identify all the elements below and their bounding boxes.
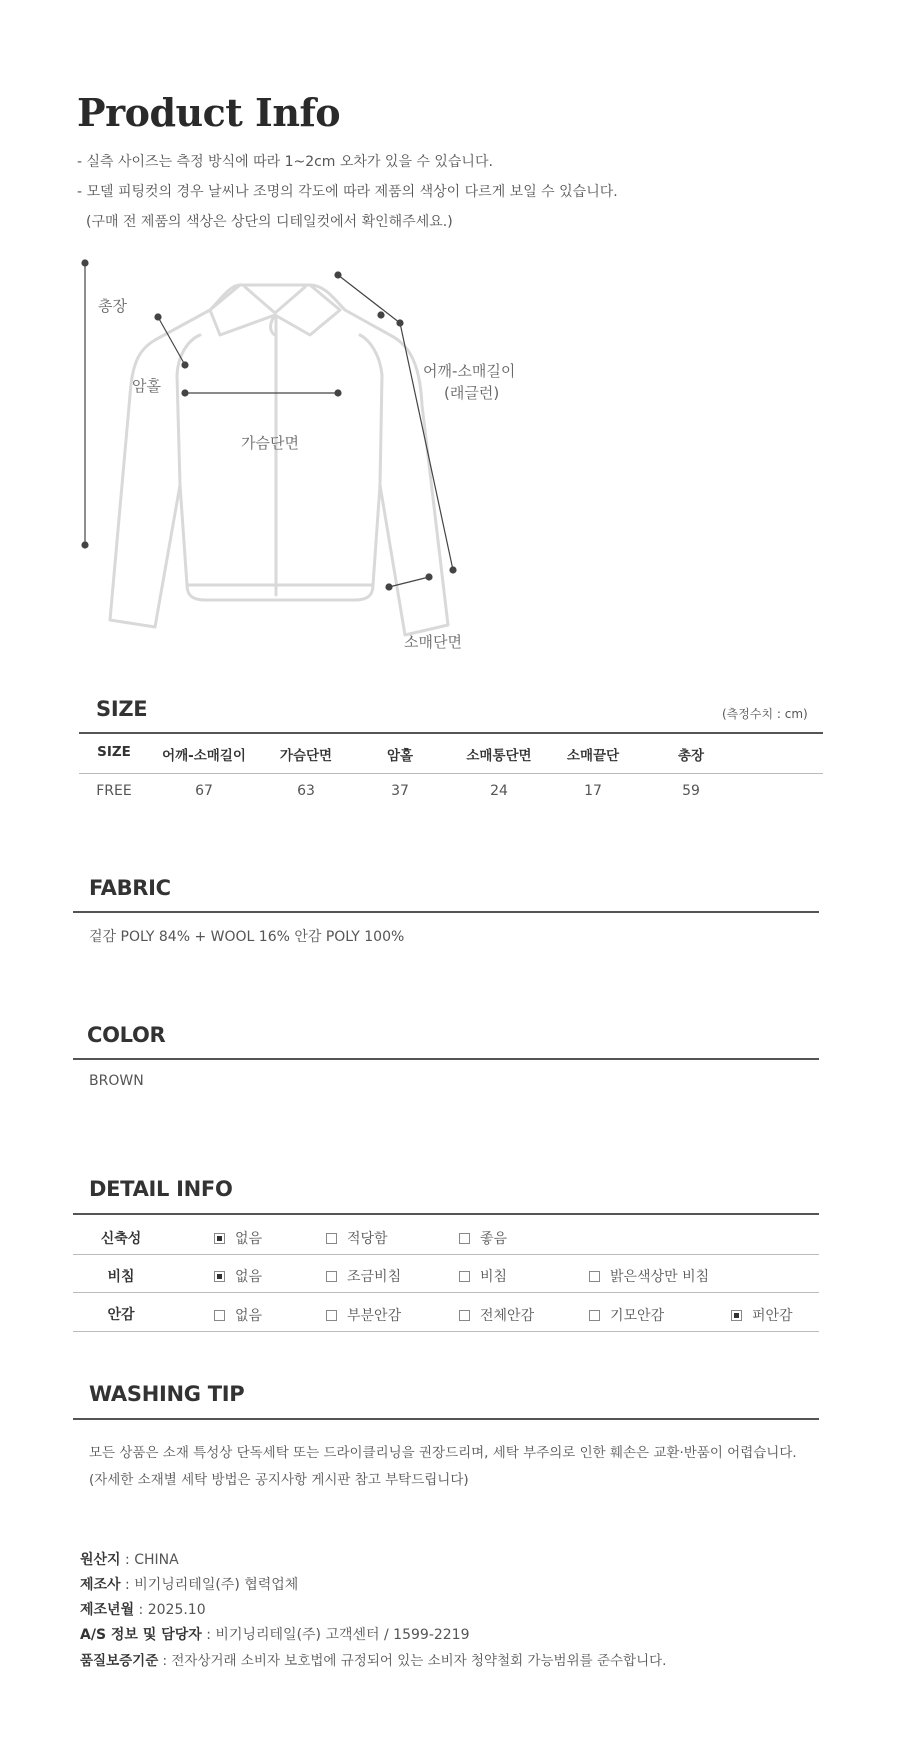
checkbox-icon xyxy=(589,1310,600,1321)
size-header-total-length: 총장 xyxy=(677,748,705,764)
note-line-1: - 실측 사이즈는 측정 방식에 따라 1~2cm 오차가 있을 수 있습니다. xyxy=(77,154,493,170)
detail-label-lining: 안감 xyxy=(107,1307,135,1323)
detail-row-divider-1 xyxy=(73,1254,819,1255)
stretch-option-moderate: 적당함 xyxy=(326,1228,388,1248)
washing-text-1: 모든 상품은 소재 특성상 단독세탁 또는 드라이클리닝을 권장드리며, 세탁 부주의로 인한 훼손은 교환·반품이 어렵습니다. xyxy=(89,1445,797,1461)
diagram-label-chest: 가슴단면 xyxy=(241,434,299,452)
note-line-3: (구매 전 제품의 색상은 상단의 디테일컷에서 확인해주세요.) xyxy=(86,214,453,230)
checkbox-icon xyxy=(459,1310,470,1321)
info-manufacture-date: 제조년월 : 2025.10 xyxy=(80,1602,206,1618)
size-header-sleeve-end: 소매끝단 xyxy=(566,748,620,764)
size-cell-shoulder-sleeve: 67 xyxy=(195,783,213,799)
detail-row-divider-2 xyxy=(73,1292,819,1293)
lining-option-partial: 부분안감 xyxy=(326,1305,401,1325)
stretch-option-none: 없음 xyxy=(214,1228,262,1248)
size-cell-armhole: 37 xyxy=(391,783,409,799)
checkbox-icon xyxy=(326,1233,337,1244)
size-cell-chest: 63 xyxy=(297,783,315,799)
checked-box-icon xyxy=(731,1310,742,1321)
lining-option-full: 전체안감 xyxy=(459,1305,534,1325)
size-cell-sleeve-end: 17 xyxy=(584,783,602,799)
diagram-label-sleeve-opening: 소매단면 xyxy=(404,633,462,651)
sheer-option-sheer: 비침 xyxy=(459,1266,507,1286)
size-header-armhole: 암홀 xyxy=(386,748,414,764)
info-after-service: A/S 정보 및 담당자 : 비기닝리테일(주) 고객센터 / 1599-2219 xyxy=(80,1627,470,1643)
size-cell-size: FREE xyxy=(96,783,132,799)
detail-heading: DETAIL INFO xyxy=(89,1177,233,1201)
detail-label-sheerness: 비침 xyxy=(107,1269,135,1285)
stretch-option-good: 좋음 xyxy=(459,1228,507,1248)
size-heading: SIZE xyxy=(96,697,148,721)
size-unit: (측정수치 : cm) xyxy=(722,707,808,721)
diagram-label-shoulder-sleeve: 어깨-소매길이 xyxy=(423,362,516,380)
detail-label-stretch: 신축성 xyxy=(100,1231,142,1247)
diagram-label-raglan: (래글런) xyxy=(444,384,500,402)
checked-box-icon xyxy=(214,1271,225,1282)
info-manufacturer: 제조사 : 비기닝리테일(주) 협력업체 xyxy=(80,1577,299,1593)
color-heading: COLOR xyxy=(87,1023,166,1047)
size-header-shoulder-sleeve: 어깨-소매길이 xyxy=(162,748,246,764)
size-table-top-rule xyxy=(79,732,823,734)
washing-text-2: (자세한 소재별 세탁 방법은 공지사항 게시판 참고 부탁드립니다) xyxy=(89,1472,469,1488)
checkbox-icon xyxy=(326,1271,337,1282)
checkbox-icon xyxy=(214,1310,225,1321)
washing-heading: WASHING TIP xyxy=(89,1382,245,1406)
checkbox-icon xyxy=(326,1310,337,1321)
size-cell-sleeve-width: 24 xyxy=(490,783,508,799)
info-quality-guarantee: 품질보증기준 : 전자상거래 소비자 보호법에 규정되어 있는 소비자 청약철회 가능범위를 준수합니다. xyxy=(80,1653,667,1669)
lining-option-none: 없음 xyxy=(214,1305,262,1325)
checked-box-icon xyxy=(214,1233,225,1244)
checkbox-icon xyxy=(589,1271,600,1282)
lining-option-fleece: 기모안감 xyxy=(589,1305,664,1325)
info-origin: 원산지 : CHINA xyxy=(80,1552,179,1568)
jacket-illustration xyxy=(70,255,550,665)
diagram-label-total-length: 총장 xyxy=(98,297,127,315)
detail-row-divider-3 xyxy=(73,1331,819,1332)
sheer-option-none: 없음 xyxy=(214,1266,262,1286)
diagram-label-armhole: 암홀 xyxy=(132,377,161,395)
fabric-text: 겉감 POLY 84% + WOOL 16% 안감 POLY 100% xyxy=(89,929,405,945)
sheer-option-slight: 조금비침 xyxy=(326,1266,401,1286)
sheer-option-light-colors: 밝은색상만 비침 xyxy=(589,1266,709,1286)
size-header-size: SIZE xyxy=(97,744,131,760)
detail-top-rule xyxy=(73,1213,819,1215)
size-table-header-rule xyxy=(79,773,823,774)
fabric-heading: FABRIC xyxy=(89,876,171,900)
color-rule xyxy=(73,1058,819,1060)
checkbox-icon xyxy=(459,1271,470,1282)
size-header-chest: 가슴단면 xyxy=(279,748,333,764)
note-line-2: - 모델 피팅컷의 경우 날씨나 조명의 각도에 따라 제품의 색상이 다르게 보일 수 있습니다. xyxy=(77,184,618,200)
lining-option-fur: 퍼안감 xyxy=(731,1305,793,1325)
washing-rule xyxy=(73,1418,819,1420)
fabric-rule xyxy=(73,911,819,913)
checkbox-icon xyxy=(459,1233,470,1244)
page-title: Product Info xyxy=(77,90,341,135)
size-cell-total-length: 59 xyxy=(682,783,700,799)
color-text: BROWN xyxy=(89,1073,144,1089)
size-header-sleeve-width: 소매통단면 xyxy=(466,748,532,764)
jacket-measurement-diagram xyxy=(70,255,550,665)
